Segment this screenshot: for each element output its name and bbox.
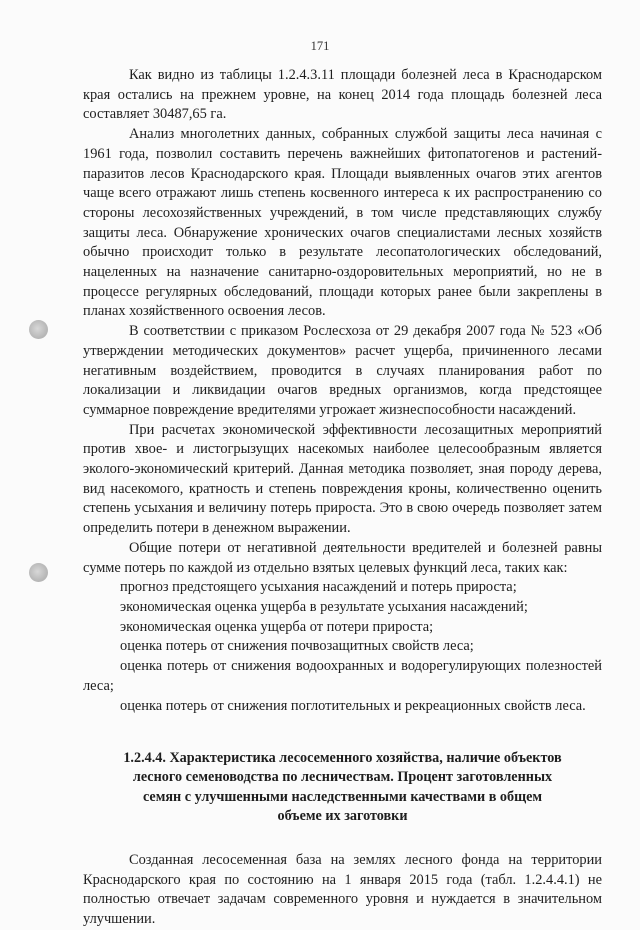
page-number: 171	[310, 39, 330, 53]
paragraph-rosleshoz-order: В соответствии с приказом Рослесхоза от 29 декабря 2007 года № 523 «Об утверждении методических документов» расчет ущерба, причиненного лесами негативным воздействием, проводится в случаях планирования работ по локализации и ликвидации очагов вредных организмов, когда предстоящее суммарное повреждение вредителями угрожает жизнеспособности насаждений.	[83, 323, 602, 418]
paragraph-disease-area: Как видно из таблицы 1.2.4.3.11 площади болезней леса в Краснодарском края остались на прежнем уровне, на конец 2014 года площадь болезней леса составляет 30487,65 га.	[83, 67, 602, 123]
punch-hole-top	[29, 320, 48, 339]
paragraph-total-losses: Общие потери от негативной деятельности вредителей и болезней равны сумме потерь по каждой из отдельно взятых целевых функций леса, таких как:	[83, 539, 602, 576]
punch-hole-bottom	[29, 563, 48, 582]
list-item: оценка потерь от снижения почвозащитных свойств леса;	[120, 638, 474, 655]
paragraph-economic-efficiency: При расчетах экономической эффективности лесозащитных мероприятий против хвое- и листогрызущих насекомых наиболее целесообразным является эколого-экономический критерий. Данная методика позволяет, зная породу дерева, вид насекомого, кратность и степень повреждения кроны, количественно оценить степень усыхания и величину потерь прироста. Это в свою очередь позволяет затем определить потери в денежном выражении.	[83, 421, 602, 537]
paragraph-long-term-analysis: Анализ многолетних данных, собранных службой защиты леса начиная с 1961 года, позволил составить перечень важнейших фитопатогенов и растений-паразитов лесов Краснодарского края. Площади выявленных очагов этих агентов чаще всего отражают лишь степень косвенного интереса к их распространению со стороны лесохозяйственных учреждений, в том числе представляющих службу защиты леса. Обнаружение хронических очагов специалистами лесных хозяйств обычно происходит только в результате лесопатологических обследований, нацеленных на назначение санитарно-оздоровительных мероприятий, но не в процессе регулярных обследований, площади которых ранее были закреплены в планах хозяйственного освоения лесов.	[83, 126, 602, 320]
section-heading: 1.2.4.4. Характеристика лесосеменного хозяйства, наличие объектов лесного семеноводства по лесничествам. Процент заготовленных семян с улучшенными наследственными качествами в общем объеме их заготовки	[123, 750, 562, 824]
list-item: оценка потерь от снижения водоохранных и водорегулирующих полезностей леса;	[83, 658, 602, 694]
paragraph-seed-base: Созданная лесосеменная база на землях лесного фонда на территории Краснодарского края по состоянию на 1 января 2015 года (табл. 1.2.4.4.1) не полностью отвечает задачам современного уровня и нуждается в значительном улучшении.	[83, 852, 602, 928]
list-item: экономическая оценка ущерба от потери прироста;	[120, 618, 434, 635]
list-item: оценка потерь от снижения поглотительных и рекреационных свойств леса.	[120, 697, 586, 714]
list-item: прогноз предстоящего усыхания насаждений и потерь прироста;	[120, 579, 517, 596]
page-body	[83, 66, 602, 930]
list-item: экономическая оценка ущерба в результате усыхания насаждений;	[120, 598, 528, 615]
